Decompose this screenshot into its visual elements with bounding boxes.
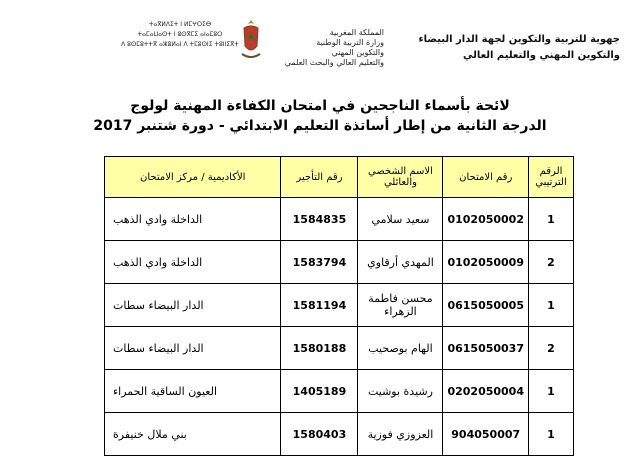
coat-of-arms-icon bbox=[240, 18, 262, 64]
cell-academy: الدار البيضاء سطات bbox=[105, 327, 281, 370]
tifinagh-line: ⵜⴰⴳⵍⴷⵉⵜ ⵏ ⵍⵎⵖⵔⵉⴱ bbox=[148, 21, 212, 28]
cell-financial-number: 1584835 bbox=[281, 198, 358, 241]
academy-line: والتكوين المهني والتعليم العالي bbox=[462, 50, 620, 61]
ministry-line: والتعليم العالي والبحث العلمي bbox=[284, 58, 384, 67]
header-exam-number: رقم الامتحان bbox=[443, 157, 529, 198]
table-header-row bbox=[105, 157, 574, 198]
header-rank: الرقم الترتيبي bbox=[529, 157, 574, 198]
document-title-line-2: الدرجة الثانية من إطار أساتذة التعليم الابتدائي - دورة شتنبر 2017 bbox=[93, 118, 547, 134]
cell-financial-number: 1583794 bbox=[281, 241, 358, 284]
cell-rank: 1 bbox=[529, 413, 574, 456]
academy-line: جهوية للتربية والتكوين لجهة الدار البيضاء bbox=[418, 34, 620, 45]
cell-name: الهام بوصحيب bbox=[358, 327, 443, 370]
cell-name: المهدي أرقاوي bbox=[358, 241, 443, 284]
table-row bbox=[105, 241, 574, 284]
tifinagh-line: ⵜⴰⵎⴰⵡⴰⵙⵜ ⵏ ⵓⵙⴳⵎⵉ ⴰⵏⴰⵎⵓⵔ bbox=[137, 31, 223, 38]
header-name: الاسم الشخصي والعائلي bbox=[358, 157, 443, 198]
cell-rank: 1 bbox=[529, 370, 574, 413]
cell-name: رشيدة بوشيت bbox=[358, 370, 443, 413]
cell-exam-number: 0615050005 bbox=[443, 284, 529, 327]
cell-name: محسن فاطمة الزهراء bbox=[358, 284, 443, 327]
cell-exam-number: 0102050009 bbox=[443, 241, 529, 284]
cell-rank: 1 bbox=[529, 198, 574, 241]
ministry-line: المملكة المغربية bbox=[329, 28, 384, 37]
cell-name: سعيد سلامي bbox=[358, 198, 443, 241]
tifinagh-header bbox=[110, 20, 250, 50]
cell-academy: بني ملال خنيفرة bbox=[105, 413, 281, 456]
header-academy: الأكاديمية / مركز الامتحان bbox=[105, 157, 281, 198]
results-table bbox=[104, 156, 574, 456]
cell-academy: الداخلة وادي الذهب bbox=[105, 241, 281, 284]
table-row bbox=[105, 284, 574, 327]
cell-rank: 2 bbox=[529, 241, 574, 284]
document-title-line-1: لائحة بأسماء الناجحين في امتحان الكفاءة المهنية لولوج bbox=[130, 98, 510, 114]
cell-academy: الداخلة وادي الذهب bbox=[105, 198, 281, 241]
cell-rank: 1 bbox=[529, 284, 574, 327]
cell-exam-number: 0102050002 bbox=[443, 198, 529, 241]
cell-financial-number: 1580188 bbox=[281, 327, 358, 370]
cell-exam-number: 904050007 bbox=[443, 413, 529, 456]
cell-financial-number: 1581194 bbox=[281, 284, 358, 327]
ministry-header bbox=[264, 28, 384, 68]
cell-name: العزوزي فوزية bbox=[358, 413, 443, 456]
cell-academy: العيون الساقية الحمراء bbox=[105, 370, 281, 413]
cell-academy: الدار البيضاء سطات bbox=[105, 284, 281, 327]
academy-header bbox=[410, 32, 620, 64]
cell-rank: 2 bbox=[529, 327, 574, 370]
document-header bbox=[0, 0, 640, 90]
ministry-line: والتكوين المهني bbox=[331, 48, 384, 57]
table-row bbox=[105, 198, 574, 241]
table-row bbox=[105, 370, 574, 413]
cell-exam-number: 0615050037 bbox=[443, 327, 529, 370]
tifinagh-line: ⴷ ⵓⵙⵎⵓⵜⵜⴳ ⴰⵣⵓⵍⴰⵏ ⴷ ⵜⵎⵓⵙⵏⵉ ⵜⵓⵏⵏⵉⴳⵜ bbox=[121, 41, 239, 48]
cell-financial-number: 1405189 bbox=[281, 370, 358, 413]
table-row bbox=[105, 327, 574, 370]
header-financial-number: رقم التأجير bbox=[281, 157, 358, 198]
ministry-line: وزارة التربية الوطنية bbox=[316, 38, 384, 47]
table-row bbox=[105, 413, 574, 456]
cell-exam-number: 0202050004 bbox=[443, 370, 529, 413]
cell-financial-number: 1580403 bbox=[281, 413, 358, 456]
